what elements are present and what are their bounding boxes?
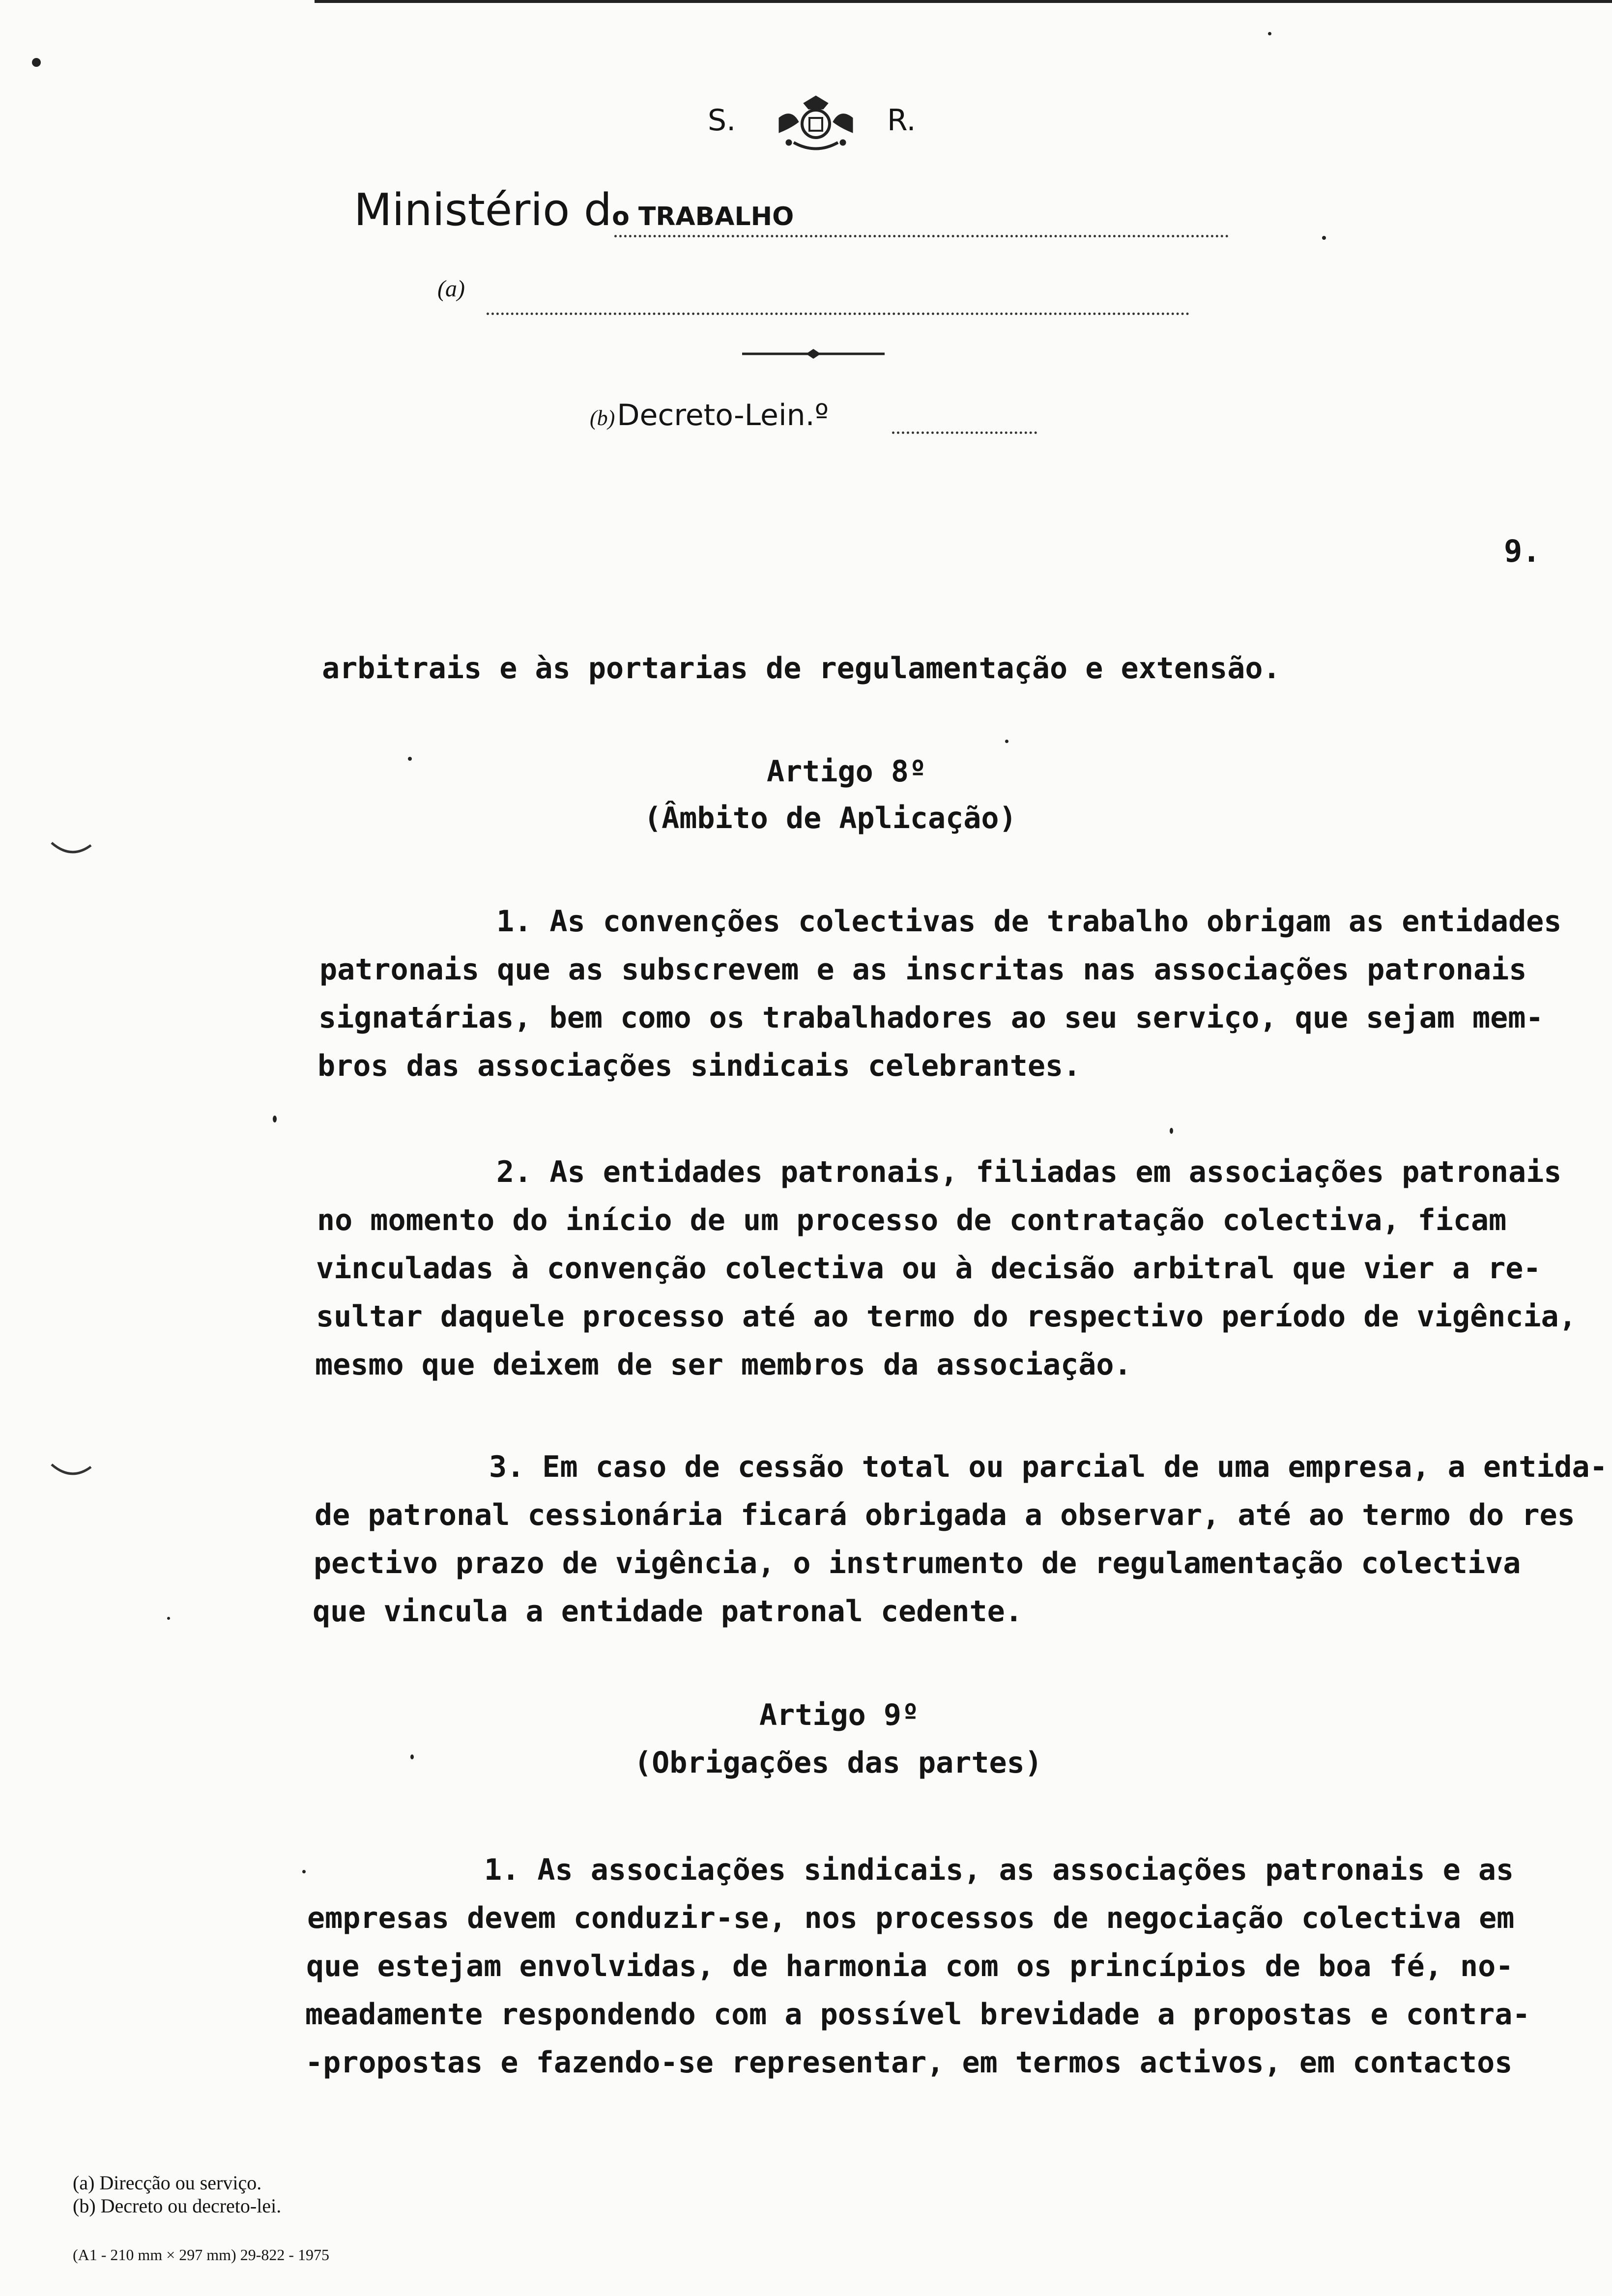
page-number: 9. xyxy=(1504,533,1541,569)
art9-p1-line-4: meadamente respondendo com a possível brevidade a propostas e contra- xyxy=(305,1997,1530,2032)
art8-p3-line-3: pectivo prazo de vigência, o instrumento de regulamentação colectiva xyxy=(314,1546,1521,1580)
coat-of-arms-emblem xyxy=(769,93,863,157)
carry-over-line: arbitrais e às portarias de regulamentação e extensão. xyxy=(322,651,1281,686)
ministry-prefix: Ministério d xyxy=(354,184,612,236)
scan-speck xyxy=(1322,236,1326,240)
art8-p3-line-2: de patronal cessionária ficará obrigada a observar, até ao termo do res xyxy=(315,1498,1575,1532)
footnote-a: (a) Direcção ou serviço. xyxy=(73,2172,262,2194)
ministry-line xyxy=(354,184,794,236)
article-9-subtitle: (Obrigações das partes) xyxy=(634,1746,1042,1780)
decree-marker: (b) xyxy=(590,406,615,430)
art8-p1-line-4: bros das associações sindicais celebrantes. xyxy=(317,1049,1081,1083)
art8-p2-line-5: mesmo que deixem de ser membros da associação. xyxy=(315,1348,1132,1382)
art9-p1-line-3: que estejam envolvidas, de harmonia com os princípios de boa fé, no- xyxy=(306,1949,1514,1983)
art8-p1-line-1: 1. As convenções colectivas de trabalho obrigam as entidades xyxy=(496,904,1562,939)
scan-speck xyxy=(1170,1128,1173,1134)
header-left-letter: S. xyxy=(708,103,736,138)
art8-p2-line-4: sultar daquele processo até ao termo do respectivo período de vigência, xyxy=(316,1299,1577,1334)
header-right-letter: R. xyxy=(887,103,916,138)
art8-p2-line-1: 2. As entidades patronais, filiadas em associações patronais xyxy=(496,1155,1562,1189)
field-a-marker: (a) xyxy=(437,276,465,302)
art9-p1-line-1: 1. As associações sindicais, as associações patronais e as xyxy=(484,1853,1514,1887)
article-8-title: Artigo 8º xyxy=(767,754,927,789)
art8-p1-line-2: patronais que as subscrevem e as inscritas nas associações patronais xyxy=(319,952,1527,987)
scan-speck xyxy=(302,1870,306,1873)
scan-speck xyxy=(1268,32,1271,35)
art8-p3-line-1: 3. Em caso de cessão total ou parcial de uma empresa, a entida- xyxy=(489,1450,1608,1484)
art8-p2-line-3: vinculadas à convenção colectiva ou à decisão arbitral que vier a re- xyxy=(316,1251,1541,1286)
field-a-dotted-line xyxy=(487,313,1189,315)
scan-speck xyxy=(1005,740,1008,743)
article-8-subtitle: (Âmbito de Aplicação) xyxy=(644,801,1017,835)
art8-p1-line-3: signatárias, bem como os trabalhadores ao seu serviço, que sejam mem- xyxy=(318,1001,1544,1035)
footnote-b: (b) Decreto ou decreto-lei. xyxy=(73,2195,282,2217)
scan-speck xyxy=(167,1617,170,1620)
form-code: (A1 - 210 mm × 297 mm) 29-822 - 1975 xyxy=(73,2246,329,2264)
decree-label: Decreto-Lei xyxy=(617,398,787,432)
scan-speck xyxy=(273,1116,277,1122)
scan-speck xyxy=(408,757,412,761)
ministry-name: o TRABALHO xyxy=(612,202,794,231)
ministry-dotted-line xyxy=(614,235,1229,237)
ornament-rule xyxy=(742,344,885,364)
scan-speck xyxy=(32,58,41,67)
punch-hole-mark-lower xyxy=(49,1462,93,1482)
decree-dotted-line xyxy=(892,431,1037,434)
art8-p3-line-4: que vincula a entidade patronal cedente. xyxy=(313,1594,1023,1629)
decree-line xyxy=(590,398,829,432)
art8-p2-line-2: no momento do início de um processo de contratação colectiva, ficam xyxy=(317,1203,1507,1237)
punch-hole-mark-upper xyxy=(49,840,93,860)
article-9-title: Artigo 9º xyxy=(759,1698,920,1732)
decree-number-label: n.º xyxy=(786,398,829,432)
top-edge-line xyxy=(315,0,1612,3)
art9-p1-line-5: -propostas e fazendo-se representar, em termos activos, em contactos xyxy=(305,2045,1513,2080)
art9-p1-line-2: empresas devem conduzir-se, nos processos de negociação colectiva em xyxy=(307,1901,1515,1935)
scan-speck xyxy=(410,1754,414,1759)
